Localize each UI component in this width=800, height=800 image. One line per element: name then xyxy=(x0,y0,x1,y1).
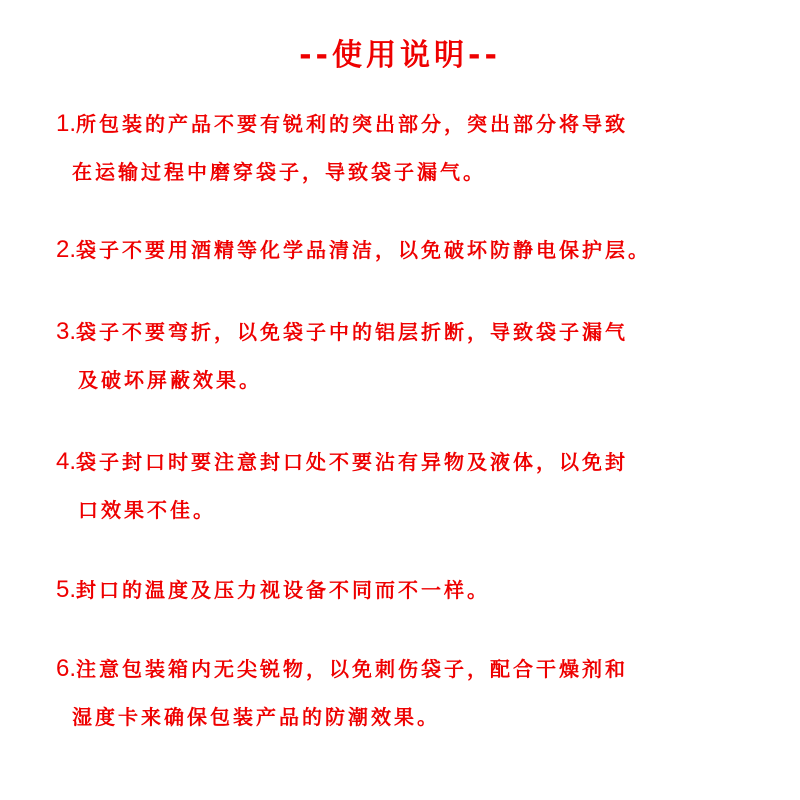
instruction-item-3 xyxy=(56,308,776,404)
instruction-line xyxy=(56,226,776,274)
item-text: 封口的温度及压力视设备不同而不一样。 xyxy=(76,578,491,602)
item-number: 2. xyxy=(56,236,77,263)
instruction-item-1 xyxy=(56,100,776,196)
instruction-item-4 xyxy=(56,438,776,534)
instruction-line-continued: 在运输过程中磨穿袋子，导致袋子漏气。 xyxy=(72,160,486,184)
item-text: 注意包装箱内无尖锐物，以免刺伤袋子，配合干燥剂和 xyxy=(76,657,629,681)
instruction-line xyxy=(56,566,776,614)
instruction-line-continued: 口效果不佳。 xyxy=(78,498,216,522)
item-number: 1. xyxy=(56,110,77,137)
item-text: 袋子不要弯折，以免袋子中的铝层折断，导致袋子漏气 xyxy=(76,320,629,344)
instruction-item-6 xyxy=(56,645,776,741)
item-text: 袋子封口时要注意封口处不要沾有异物及液体，以免封 xyxy=(76,450,629,474)
item-number: 6. xyxy=(56,655,77,682)
instruction-line xyxy=(56,100,776,148)
instruction-line xyxy=(56,645,776,693)
item-text: 所包装的产品不要有锐利的突出部分，突出部分将导致 xyxy=(76,112,629,136)
instruction-line xyxy=(56,308,776,356)
item-number: 5. xyxy=(56,576,77,603)
item-number: 4. xyxy=(56,448,77,475)
item-number: 3. xyxy=(56,318,77,345)
item-text: 袋子不要用酒精等化学品清洁，以免破坏防静电保护层。 xyxy=(76,238,652,262)
page-title: --使用说明-- xyxy=(299,38,501,73)
instruction-item-2 xyxy=(56,226,776,274)
instruction-line xyxy=(56,438,776,486)
instruction-item-5 xyxy=(56,566,776,614)
instruction-line-continued: 及破坏屏蔽效果。 xyxy=(78,368,262,392)
instruction-line-continued: 湿度卡来确保包装产品的防潮效果。 xyxy=(72,705,440,729)
